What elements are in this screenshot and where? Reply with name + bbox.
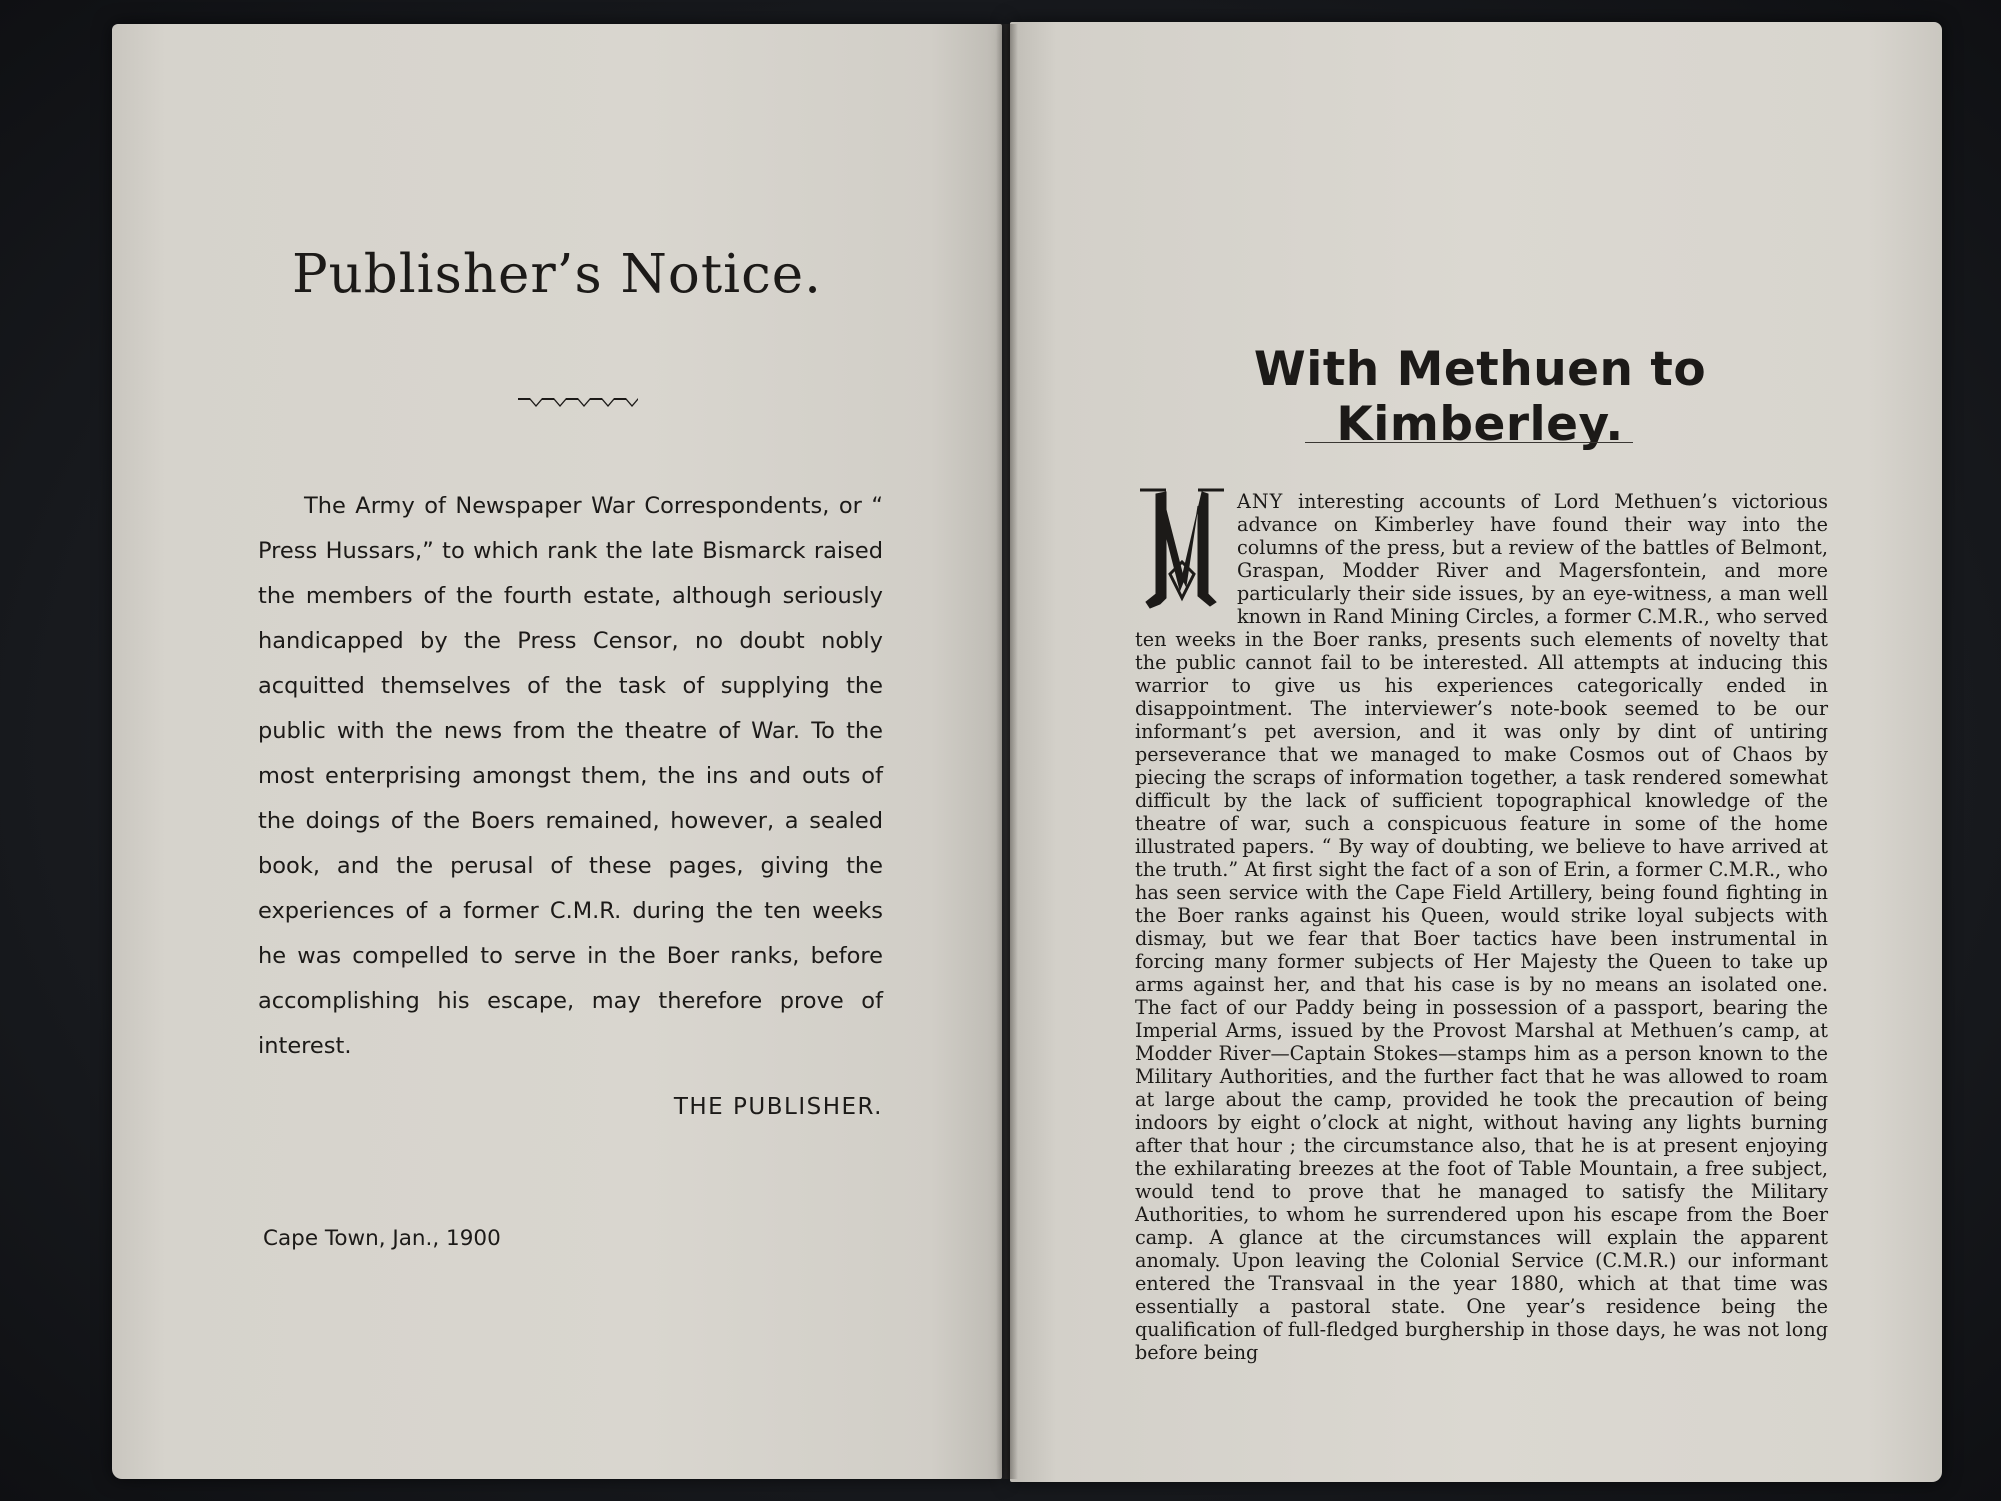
article-text: interesting accounts of Lord Methuen’s victorious advance on Kimberley have found their way into the columns of the press, but a review of the battles of Belmont, Graspan, Modder River and Magersfontein, and more particularly their side issues, by an eye-witness, a man well known in Rand Mining Circles, a former C.M.R., who served ten weeks in the Boer ranks, presents such elements of novelty that the public cannot fail to be interested. All attempts at inducing this warrior to give us his experiences categorically ended in disappointment. The interviewer’s note-book seemed to be our informant’s pet aversion, and it was only by dint of untiring perseverance that we managed to make Cosmos out of Chaos by piecing the scraps of information together, a task rendered somewhat difficult by the lack of sufficient topographical knowledge of the theatre of war, such a conspicuous feature in some of the home illustrated papers. “ By way of doubting, we believe to have arrived at the truth.” At first sight the fact of a son of Erin, a former C.M.R., who has seen service with the Cape Field Artillery, being found fighting in the Boer ranks against his Queen, would strike loyal subjects with dismay, but we fear that Boer tactics have been instrumental in forcing many former subjects of Her Majesty the Queen to take up arms against her, and that his case is by no means an isolated one. The fact of our Paddy being in possession of a passport, bearing the Imperial Arms, issued by the Provost Marshal at Methuen’s camp, at Modder River—Captain Stokes—stamps him as a person known to the Military Authorities, and the further fact that he was allowed to roam at large about the camp, provided he took the precaution of being indoors by eight o’clock at night, without having any lights burning after that hour ; the circumstance also, that he is at present enjoying the exhilarating breezes at the foot of Table Mountain, a free subject, would tend to prove that he managed to satisfy the Military Authorities, to whom he surrendered upon his escape from the Boer camp. A glance at the circumstances will explain the apparent anomaly. Upon leaving the Colonial Service (C.M.R.) our informant entered the Transvaal in the year 1880, which at that time was essentially a pastoral state. One year’s residence being the qualification of full-fledged burghership in those days, he was not long before being [1135, 490, 1828, 1364]
place-and-date: Cape Town, Jan., 1900 [263, 1226, 501, 1251]
title-rule [1305, 442, 1633, 443]
lead-word: ANY [1237, 490, 1284, 513]
ornament-divider [518, 394, 638, 408]
book-gutter [996, 24, 1018, 1479]
publishers-notice-body [258, 484, 883, 1069]
notice-paragraph: The Army of Newspaper War Correspondents, or “ Press Hussars,” to which rank the late Bismarck raised the members of the fourth estate, although seriously handicapped by the Press Censor, no doubt nobly acquitted themselves of the task of supplying the public with the news from the theatre of War. To the most enterprising amongst them, the ins and outs of the doings of the Boers remained, however, a sealed book, and the perusal of these pages, giving the experiences of a former C.M.R. during the ten weeks he was compelled to serve in the Boer ranks, before accomplishing his escape, may therefore prove of interest. [258, 493, 883, 1059]
publishers-notice-title: Publisher’s Notice. [292, 244, 822, 305]
drop-cap-space [1135, 490, 1237, 606]
publisher-signature: THE PUBLISHER. [673, 1094, 883, 1120]
article-body [1135, 490, 1828, 1364]
chapter-title: With Methuen to Kimberley. [1253, 342, 1707, 452]
